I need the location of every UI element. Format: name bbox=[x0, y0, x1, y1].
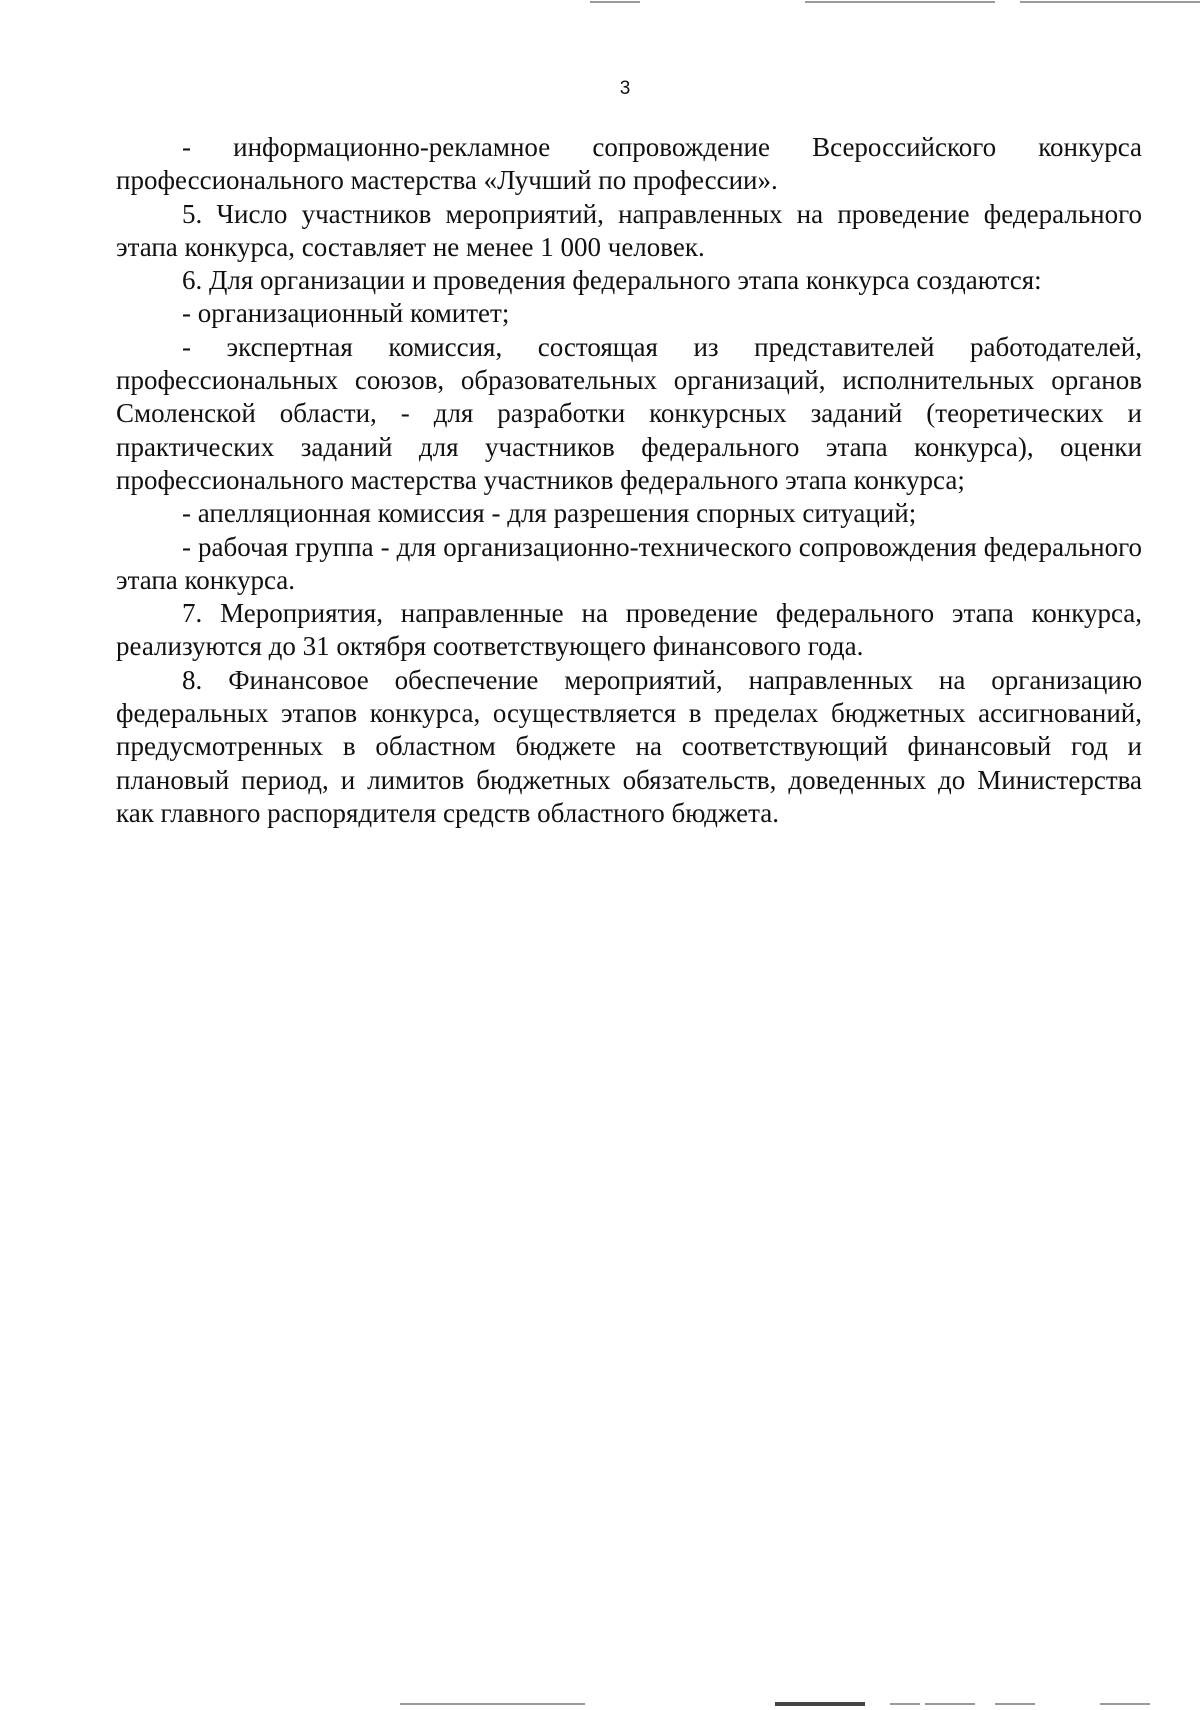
list-item-expert-commission: - экспертная комиссия, состоящая из представителей работодателей, профессиональных союзов, образовательных организаций, исполнительных органов Смоленской области, - для разработки конкурсных заданий (теоретических и практических заданий для участников федерального этапа конкурса), оценки профессионального мастерства участников федерального этапа конкурса; bbox=[116, 331, 1142, 495]
scan-mark bbox=[890, 1703, 920, 1705]
scan-mark bbox=[400, 1703, 585, 1705]
list-item-working-group: - рабочая группа - для организационно-технического сопровождения федерального этапа конкурса. bbox=[116, 531, 1142, 595]
scan-edge-bottom bbox=[0, 1700, 1200, 1706]
scan-mark bbox=[1100, 1703, 1150, 1705]
page-number: 3 bbox=[619, 78, 631, 99]
paragraph-5-participants: 5. Число участников мероприятий, направленных на проведение федерального этапа конкурса, составляет не менее 1 000 человек. bbox=[116, 198, 1142, 262]
paragraph-8-financing: 8. Финансовое обеспечение мероприятий, направленных на организацию федеральных этапов конкурса, осуществляется в пределах бюджетных ассигнований, предусмотренных в областном бюджете на соответствующий финансовый год и плановый период, и лимитов бюджетных обязательств, доведенных до Министерства как главного распорядителя средств областного бюджета. bbox=[116, 664, 1142, 828]
scan-mark bbox=[925, 1703, 975, 1705]
list-item-appeal-commission: - апелляционная комиссия - для разрешения спорных ситуаций; bbox=[182, 498, 917, 529]
paragraph-6-bodies: 6. Для организации и проведения федерального этапа конкурса создаются: bbox=[182, 265, 1042, 296]
paragraph-item-info-support: - информационно-рекламное сопровождение Всероссийского конкурса профессионального мастерства «Лучший по профессии». bbox=[116, 132, 1142, 196]
document-body bbox=[116, 131, 1142, 830]
scan-edge-top bbox=[0, 0, 1200, 6]
scan-mark bbox=[995, 1703, 1035, 1705]
scan-mark bbox=[805, 1, 995, 3]
list-item-org-committee: - организационный комитет; bbox=[182, 298, 510, 329]
scan-mark bbox=[590, 1, 640, 3]
paragraph-7-deadline: 7. Мероприятия, направленные на проведение федерального этапа конкурса, реализуются до 31 октября соответствующего финансового года. bbox=[116, 598, 1142, 662]
scan-mark bbox=[775, 1702, 865, 1706]
scan-mark bbox=[1020, 1, 1200, 3]
